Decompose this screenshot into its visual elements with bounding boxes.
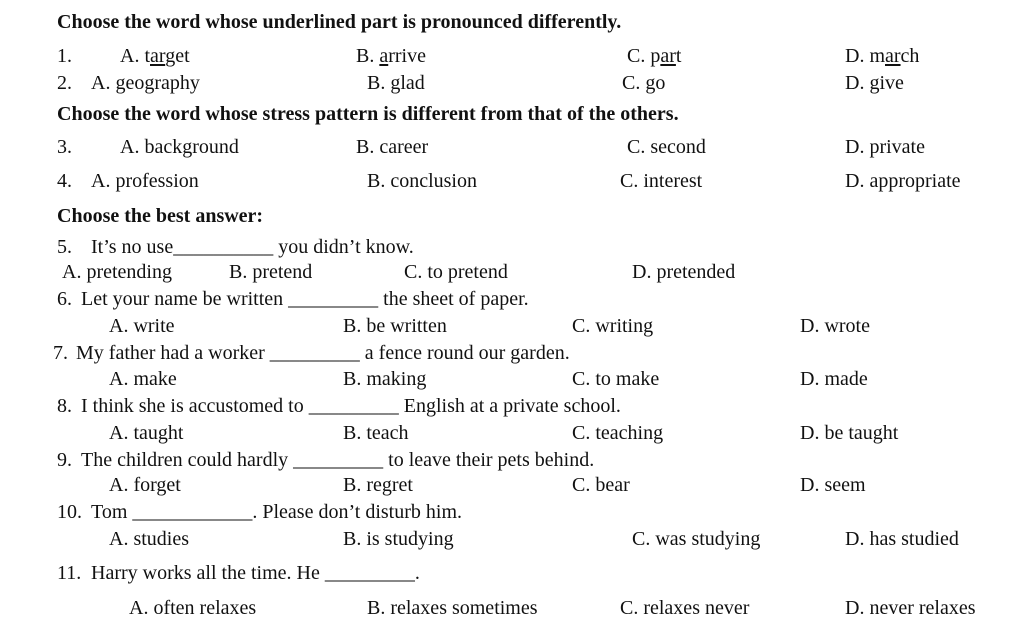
- section-heading-best-answer: Choose the best answer:: [57, 205, 264, 227]
- question-stem: The children could hardly _________ to leave their pets behind.: [81, 449, 595, 471]
- option-d[interactable]: D. made: [800, 368, 868, 390]
- question-stem: My father had a worker _________ a fence round our garden.: [76, 342, 570, 364]
- underlined-part: a: [379, 45, 389, 67]
- question-number: 9.: [57, 449, 72, 471]
- underlined-part: ar: [660, 45, 676, 67]
- option-d[interactable]: D. march: [845, 45, 920, 67]
- option-a[interactable]: A. write: [109, 315, 175, 337]
- question-stem: Harry works all the time. He _________.: [91, 562, 420, 584]
- option-c[interactable]: C. part: [627, 45, 682, 67]
- option-b[interactable]: B. teach: [343, 422, 409, 444]
- option-c[interactable]: C. teaching: [572, 422, 664, 444]
- question-number: 4.: [57, 170, 72, 192]
- option-d[interactable]: D. wrote: [800, 315, 870, 337]
- question-stem: I think she is accustomed to _________ English at a private school.: [81, 395, 621, 417]
- option-d[interactable]: D. seem: [800, 474, 866, 496]
- question-stem: Tom ____________. Please don’t disturb him.: [91, 501, 462, 523]
- underlined-part: g: [869, 72, 880, 94]
- option-b[interactable]: B. conclusion: [367, 170, 477, 192]
- question-number: 3.: [57, 136, 72, 158]
- option-d[interactable]: D. private: [845, 136, 925, 158]
- option-d[interactable]: D. be taught: [800, 422, 899, 444]
- section-heading-pronunciation: Choose the word whose underlined part is pronounced differently.: [57, 11, 622, 33]
- option-a[interactable]: A. make: [109, 368, 177, 390]
- underlined-part: g: [115, 72, 126, 94]
- question-number: 5.: [57, 236, 72, 258]
- option-b[interactable]: B. making: [343, 368, 427, 390]
- option-b[interactable]: B. is studying: [343, 528, 454, 550]
- question-stem: Let your name be written _________ the sheet of paper.: [81, 288, 529, 310]
- underlined-part: ar: [885, 45, 901, 67]
- option-b[interactable]: B. be written: [343, 315, 447, 337]
- option-a[interactable]: A. geography: [91, 72, 200, 94]
- question-number: 2.: [57, 72, 72, 94]
- option-c[interactable]: C. bear: [572, 474, 630, 496]
- option-d[interactable]: D. give: [845, 72, 904, 94]
- cut-off-next-line: [50, 622, 750, 630]
- question-number: 7.: [53, 342, 68, 364]
- option-a[interactable]: A. taught: [109, 422, 184, 444]
- question-stem: It’s no use__________ you didn’t know.: [91, 236, 414, 258]
- option-d[interactable]: D. never relaxes: [845, 597, 976, 619]
- option-a[interactable]: A. forget: [109, 474, 181, 496]
- option-c[interactable]: C. go: [622, 72, 666, 94]
- option-b[interactable]: B. pretend: [229, 261, 313, 283]
- option-b[interactable]: B. glad: [367, 72, 425, 94]
- question-number: 1.: [57, 45, 72, 67]
- option-b[interactable]: B. arrive: [356, 45, 426, 67]
- option-a[interactable]: A. profession: [91, 170, 199, 192]
- option-b[interactable]: B. career: [356, 136, 429, 158]
- option-c[interactable]: C. to make: [572, 368, 660, 390]
- option-c[interactable]: C. to pretend: [404, 261, 508, 283]
- option-a[interactable]: A. studies: [109, 528, 189, 550]
- option-c[interactable]: C. interest: [620, 170, 703, 192]
- option-c[interactable]: C. relaxes never: [620, 597, 750, 619]
- option-d[interactable]: D. has studied: [845, 528, 959, 550]
- option-c[interactable]: C. was studying: [632, 528, 761, 550]
- option-a[interactable]: A. pretending: [62, 261, 172, 283]
- option-d[interactable]: D. appropriate: [845, 170, 961, 192]
- underlined-part: ar: [150, 45, 166, 67]
- option-a[interactable]: A. target: [120, 45, 190, 67]
- option-c[interactable]: C. second: [627, 136, 706, 158]
- question-number: 8.: [57, 395, 72, 417]
- option-d[interactable]: D. pretended: [632, 261, 736, 283]
- option-b[interactable]: B. regret: [343, 474, 413, 496]
- question-number: 6.: [57, 288, 72, 310]
- option-c[interactable]: C. writing: [572, 315, 654, 337]
- section-heading-stress: Choose the word whose stress pattern is different from that of the others.: [57, 103, 679, 125]
- option-b[interactable]: B. relaxes sometimes: [367, 597, 538, 619]
- option-a[interactable]: A. often relaxes: [129, 597, 257, 619]
- question-number: 11.: [57, 562, 82, 584]
- underlined-part: g: [390, 72, 401, 94]
- question-number: 10.: [57, 501, 82, 523]
- underlined-part: g: [645, 72, 656, 94]
- option-a[interactable]: A. background: [120, 136, 239, 158]
